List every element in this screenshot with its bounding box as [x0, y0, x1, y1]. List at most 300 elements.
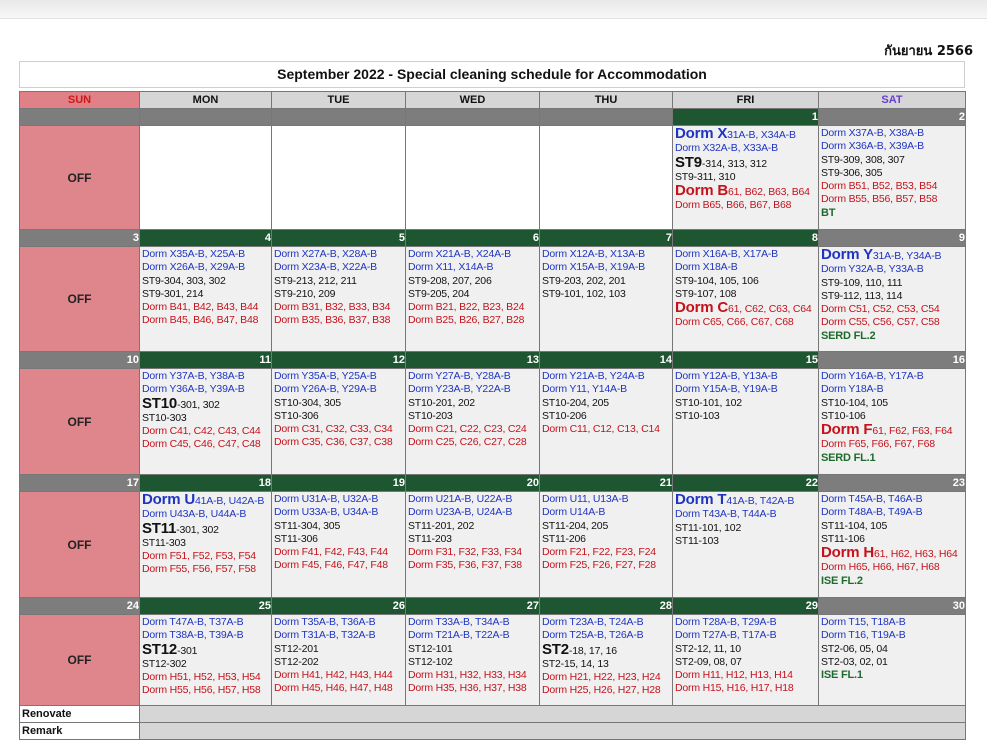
schedule-line	[821, 167, 965, 180]
room-list: ST9-208, 207, 206	[408, 274, 492, 287]
room-list: ISE FL.2	[821, 574, 863, 587]
date-number: 20	[406, 475, 540, 492]
schedule-line	[821, 303, 965, 316]
room-list: Dorm H45, H46, H47, H48	[274, 682, 393, 695]
date-number: 9	[819, 230, 966, 247]
room-list: Dorm C41, C42, C43, C44	[142, 425, 261, 438]
schedule-line	[542, 671, 672, 684]
room-list: Dorm X11, X14A-B	[408, 261, 494, 274]
viewer-top-bar	[0, 0, 987, 19]
schedule-line	[142, 412, 271, 425]
room-list: Dorm C35, C36, C37, C38	[274, 436, 393, 449]
schedule-line	[408, 370, 539, 383]
room-list: Dorm Y27A-B, Y28A-B	[408, 370, 511, 382]
off-day-cell: OFF	[20, 126, 140, 230]
schedule-line	[675, 275, 818, 288]
room-list: ST2-06, 05, 04	[821, 642, 888, 655]
room-list: ST10-104, 105	[821, 396, 888, 409]
schedule-line	[542, 520, 672, 533]
date-number: 26	[272, 598, 406, 615]
building-label: Dorm U	[142, 491, 195, 508]
schedule-line	[821, 629, 965, 642]
schedule-cell	[673, 126, 819, 230]
room-list: Dorm Y18A-B	[821, 383, 884, 396]
schedule-cell	[406, 615, 540, 706]
room-list: ST10-106	[821, 409, 866, 422]
schedule-line	[408, 261, 539, 274]
date-number: 6	[406, 230, 540, 247]
schedule-line	[821, 248, 965, 263]
day-header-thu: THU	[540, 92, 673, 109]
schedule-line	[142, 288, 271, 301]
date-number: 10	[20, 352, 140, 369]
schedule-calendar	[19, 91, 966, 740]
schedule-line	[142, 370, 271, 383]
schedule-line	[675, 316, 818, 329]
room-list: Dorm F35, F36, F37, F38	[408, 559, 522, 572]
room-list: ST9-304, 303, 302	[142, 274, 226, 287]
schedule-line	[821, 506, 965, 519]
schedule-line	[274, 410, 405, 423]
schedule-cell	[540, 369, 673, 475]
thai-month-label: กันยายน 2566	[884, 44, 973, 59]
room-list: 41A-B, U42A-B	[194, 495, 265, 507]
schedule-cell	[819, 492, 966, 598]
room-list: ST11-304, 305	[274, 519, 341, 532]
schedule-line	[274, 288, 405, 301]
schedule-line	[408, 436, 539, 449]
schedule-line	[142, 301, 271, 314]
date-number: 16	[819, 352, 966, 369]
building-label: Dorm X	[675, 125, 728, 142]
schedule-line	[675, 508, 818, 521]
schedule-line	[408, 643, 539, 656]
room-list: Dorm F41, F42, F43, F44	[274, 546, 388, 559]
date-number	[20, 109, 140, 126]
schedule-line	[675, 248, 818, 261]
schedule-cell	[140, 247, 272, 352]
date-number: 11	[140, 352, 272, 369]
room-list: Dorm F65, F66, F67, F68	[821, 438, 935, 451]
building-label: ST10	[142, 394, 178, 412]
schedule-line	[675, 616, 818, 629]
empty-day-cell	[406, 126, 540, 230]
room-list: Dorm T28A-B, T29A-B	[675, 616, 777, 628]
schedule-line	[142, 394, 271, 412]
schedule-line	[821, 277, 965, 290]
room-list: BT	[821, 206, 836, 219]
date-number: 5	[272, 230, 406, 247]
room-list: Dorm H15, H16, H17, H18	[675, 682, 794, 695]
room-list: -301, 302	[177, 398, 220, 411]
room-list: -18, 17, 16	[568, 644, 617, 657]
room-list: SERD FL.1	[821, 451, 876, 464]
room-list: Dorm H65, H66, H67, H68	[821, 561, 940, 574]
off-day-cell: OFF	[20, 492, 140, 598]
room-list: Dorm B21, B22, B23, B24	[408, 301, 525, 314]
room-list: Dorm C65, C66, C67, C68	[675, 316, 794, 329]
room-list: Dorm Y35A-B, Y25A-B	[274, 370, 377, 382]
day-header-sat: SAT	[819, 92, 966, 109]
room-list: Dorm B35, B36, B37, B38	[274, 314, 391, 327]
room-list: Dorm H35, H36, H37, H38	[408, 682, 527, 695]
schedule-cell	[540, 615, 673, 706]
room-list: ST10-203	[408, 409, 453, 422]
room-list: -301, 302	[176, 523, 219, 536]
schedule-line	[142, 275, 271, 288]
room-list: Dorm H25, H26, H27, H28	[542, 684, 661, 697]
room-list: Dorm U21A-B, U22A-B	[408, 493, 513, 505]
room-list: Dorm B65, B66, B67, B68	[675, 199, 792, 212]
schedule-line	[274, 559, 405, 572]
remark-label: Remark	[20, 723, 140, 740]
building-label: Dorm T	[675, 491, 727, 508]
date-number: 18	[140, 475, 272, 492]
date-number	[272, 109, 406, 126]
schedule-line	[542, 506, 672, 519]
room-list: Dorm X36A-B, X39A-B	[821, 140, 924, 153]
room-list: Dorm U43A-B, U44A-B	[142, 508, 247, 521]
schedule-line	[821, 383, 965, 396]
building-label: ST9	[675, 153, 702, 171]
schedule-line	[542, 370, 672, 383]
schedule-cell	[819, 369, 966, 475]
room-list: Dorm X37A-B, X38A-B	[821, 127, 924, 139]
room-list: Dorm Y15A-B, Y19A-B	[675, 383, 778, 396]
room-list: ST9-301, 214	[142, 287, 204, 300]
date-number: 2	[819, 109, 966, 126]
schedule-line	[821, 520, 965, 533]
schedule-line	[542, 261, 672, 274]
schedule-cell	[819, 615, 966, 706]
schedule-line	[408, 397, 539, 410]
building-label: Dorm F	[821, 421, 873, 439]
schedule-line	[675, 153, 818, 171]
building-label: ST11	[142, 519, 177, 537]
schedule-cell	[272, 369, 406, 475]
remark-row-cell	[140, 723, 966, 740]
area-label	[821, 575, 965, 588]
room-list: Dorm T15, T18A-B	[821, 616, 906, 628]
schedule-line	[142, 550, 271, 563]
schedule-line	[408, 533, 539, 546]
schedule-line	[542, 658, 672, 671]
schedule-line	[274, 506, 405, 519]
schedule-line	[821, 616, 965, 629]
schedule-cell	[673, 492, 819, 598]
schedule-line	[821, 127, 965, 140]
schedule-line	[542, 559, 672, 572]
schedule-line	[675, 397, 818, 410]
schedule-line	[675, 184, 818, 199]
room-list: Dorm B31, B32, B33, B34	[274, 301, 391, 314]
day-header-tue: TUE	[272, 92, 406, 109]
schedule-line	[142, 425, 271, 438]
room-list: Dorm C51, C52, C53, C54	[821, 303, 940, 316]
schedule-line	[274, 656, 405, 669]
schedule-line	[408, 559, 539, 572]
schedule-cell	[819, 126, 966, 230]
schedule-line	[675, 656, 818, 669]
day-header-mon: MON	[140, 92, 272, 109]
empty-day-cell	[140, 126, 272, 230]
date-number: 27	[406, 598, 540, 615]
empty-day-cell	[540, 126, 673, 230]
room-list: Dorm U23A-B, U24A-B	[408, 506, 513, 519]
room-list: Dorm F51, F52, F53, F54	[142, 550, 256, 563]
room-list: ST2-15, 14, 13	[542, 657, 609, 670]
room-list: Dorm T48A-B, T49A-B	[821, 506, 923, 519]
room-list: ST9-104, 105, 106	[675, 274, 759, 287]
date-number	[406, 109, 540, 126]
room-list: Dorm C45, C46, C47, C48	[142, 438, 261, 451]
room-list: ST11-201, 202	[408, 519, 475, 532]
building-label: Dorm C	[675, 299, 728, 317]
room-list: ST9-210, 209	[274, 287, 336, 300]
building-label: ST2	[542, 640, 569, 658]
schedule-line	[675, 261, 818, 274]
schedule-line	[274, 314, 405, 327]
room-list: Dorm F45, F46, F47, F48	[274, 559, 388, 572]
room-list: ST2-09, 08, 07	[675, 655, 742, 668]
room-list: ST11-203	[408, 532, 452, 545]
schedule-line	[542, 288, 672, 301]
room-list: Dorm U14A-B	[542, 506, 606, 519]
schedule-cell	[272, 492, 406, 598]
room-list: ST9-101, 102, 103	[542, 287, 626, 300]
schedule-line	[675, 669, 818, 682]
room-list: ST9-213, 212, 211	[274, 274, 357, 287]
room-list: Dorm H31, H32, H33, H34	[408, 669, 527, 682]
schedule-line	[821, 180, 965, 193]
schedule-line	[542, 640, 672, 658]
room-list: ST9-109, 110, 111	[821, 276, 903, 289]
page-title: September 2022 - Special cleaning schedule for Accommodation	[19, 61, 965, 88]
schedule-line	[142, 438, 271, 451]
schedule-line	[821, 656, 965, 669]
room-list: ST10-306	[274, 409, 319, 422]
renovate-label: Renovate	[20, 706, 140, 723]
area-label	[821, 669, 965, 682]
date-number: 14	[540, 352, 673, 369]
date-number: 30	[819, 598, 966, 615]
schedule-line	[542, 684, 672, 697]
schedule-line	[408, 682, 539, 695]
room-list: ST9-309, 308, 307	[821, 153, 905, 166]
schedule-line	[675, 682, 818, 695]
schedule-line	[142, 671, 271, 684]
schedule-line	[408, 493, 539, 506]
room-list: Dorm T38A-B, T39A-B	[142, 629, 244, 642]
schedule-line	[542, 533, 672, 546]
room-list: ST11-104, 105	[821, 519, 888, 532]
schedule-line	[821, 140, 965, 153]
room-list: ST11-103	[675, 534, 719, 547]
area-label	[821, 330, 965, 343]
schedule-line	[408, 616, 539, 629]
room-list: ISE FL.1	[821, 669, 863, 682]
schedule-line	[408, 506, 539, 519]
day-header-fri: FRI	[673, 92, 819, 109]
room-list: ST11-206	[542, 532, 586, 545]
schedule-cell	[140, 615, 272, 706]
room-list: Dorm C21, C22, C23, C24	[408, 423, 527, 436]
room-list: -301	[177, 644, 198, 657]
room-list: Dorm B41, B42, B43, B44	[142, 301, 259, 314]
schedule-cell	[540, 492, 673, 598]
room-list: 31A-B, Y34A-B	[872, 250, 942, 262]
room-list: Dorm X32A-B, X33A-B	[675, 142, 778, 155]
off-day-cell: OFF	[20, 615, 140, 706]
schedule-line	[274, 643, 405, 656]
room-list: ST12-201	[274, 642, 319, 655]
room-list: Dorm X21A-B, X24A-B	[408, 248, 511, 260]
room-list: Dorm Y36A-B, Y39A-B	[142, 383, 245, 396]
room-list: Dorm T21A-B, T22A-B	[408, 629, 510, 642]
building-label: ST12	[142, 640, 178, 658]
date-number: 13	[406, 352, 540, 369]
room-list: ST9-112, 113, 114	[821, 289, 903, 302]
schedule-line	[142, 684, 271, 697]
schedule-line	[821, 397, 965, 410]
schedule-line	[408, 669, 539, 682]
room-list: ST11-204, 205	[542, 519, 609, 532]
date-number: 17	[20, 475, 140, 492]
room-list: Dorm X15A-B, X19A-B	[542, 261, 645, 274]
schedule-line	[408, 656, 539, 669]
room-list: Dorm Y16A-B, Y17A-B	[821, 370, 924, 382]
schedule-line	[408, 275, 539, 288]
schedule-line	[675, 535, 818, 548]
schedule-line	[408, 301, 539, 314]
room-list: Dorm H21, H22, H23, H24	[542, 671, 661, 684]
room-list: Dorm T31A-B, T32A-B	[274, 629, 376, 642]
schedule-line	[274, 301, 405, 314]
schedule-line	[675, 370, 818, 383]
room-list: ST9-306, 305	[821, 166, 883, 179]
room-list: ST11-306	[274, 532, 318, 545]
room-list: ST10-303	[142, 411, 187, 424]
room-list: Dorm B25, B26, B27, B28	[408, 314, 525, 327]
schedule-line	[542, 423, 672, 436]
date-number: 3	[20, 230, 140, 247]
schedule-cell	[406, 492, 540, 598]
area-label	[821, 207, 965, 220]
room-list: Dorm X16A-B, X17A-B	[675, 248, 778, 260]
room-list: Dorm H51, H52, H53, H54	[142, 671, 261, 684]
schedule-line	[821, 643, 965, 656]
schedule-line	[274, 682, 405, 695]
room-list: Dorm X23A-B, X22A-B	[274, 261, 377, 274]
schedule-line	[142, 314, 271, 327]
schedule-cell	[406, 369, 540, 475]
schedule-line	[821, 263, 965, 276]
schedule-line	[274, 520, 405, 533]
schedule-line	[142, 493, 271, 508]
room-list: Dorm T45A-B, T46A-B	[821, 493, 923, 505]
schedule-line	[142, 519, 271, 537]
building-label: Dorm B	[675, 182, 728, 200]
schedule-cell	[673, 247, 819, 352]
schedule-line	[142, 616, 271, 629]
schedule-line	[675, 629, 818, 642]
schedule-line	[274, 397, 405, 410]
off-day-cell: OFF	[20, 369, 140, 475]
room-list: Dorm H41, H42, H43, H44	[274, 669, 393, 682]
schedule-line	[274, 383, 405, 396]
schedule-cell	[540, 247, 673, 352]
schedule-line	[274, 493, 405, 506]
room-list: Dorm Y26A-B, Y29A-B	[274, 383, 377, 396]
room-list: 61, B62, B63, B64	[727, 186, 810, 199]
room-list: ST10-304, 305	[274, 396, 341, 409]
room-list: ST10-101, 102	[675, 396, 742, 409]
room-list: 61, C62, C63, C64	[727, 303, 812, 316]
schedule-line	[408, 410, 539, 423]
room-list: ST11-106	[821, 532, 865, 545]
schedule-line	[274, 436, 405, 449]
date-number: 12	[272, 352, 406, 369]
room-list: Dorm T23A-B, T24A-B	[542, 616, 644, 628]
room-list: ST10-201, 202	[408, 396, 475, 409]
room-list: Dorm X35A-B, X25A-B	[142, 248, 245, 260]
schedule-line	[274, 629, 405, 642]
schedule-line	[408, 546, 539, 559]
room-list: Dorm C55, C56, C57, C58	[821, 316, 940, 329]
date-number: 1	[673, 109, 819, 126]
room-list: ST12-202	[274, 655, 319, 668]
schedule-line	[408, 288, 539, 301]
building-label: Dorm Y	[821, 246, 873, 263]
date-number: 22	[673, 475, 819, 492]
room-list: Dorm F31, F32, F33, F34	[408, 546, 522, 559]
date-number: 21	[540, 475, 673, 492]
date-number: 4	[140, 230, 272, 247]
room-list: Dorm T47A-B, T37A-B	[142, 616, 244, 628]
schedule-line	[274, 669, 405, 682]
room-list: ST9-203, 202, 201	[542, 274, 626, 287]
schedule-line	[542, 616, 672, 629]
room-list: Dorm X18A-B	[675, 261, 738, 274]
schedule-line	[542, 493, 672, 506]
date-number	[540, 109, 673, 126]
schedule-line	[675, 493, 818, 508]
schedule-cell	[819, 247, 966, 352]
room-list: Dorm F25, F26, F27, F28	[542, 559, 656, 572]
schedule-line	[274, 616, 405, 629]
schedule-line	[142, 658, 271, 671]
room-list: Dorm Y11, Y14A-B	[542, 383, 627, 396]
room-list: ST11-303	[142, 536, 186, 549]
room-list: Dorm T16, T19A-B	[821, 629, 906, 642]
room-list: 41A-B, T42A-B	[726, 495, 795, 507]
schedule-line	[542, 248, 672, 261]
room-list: Dorm H55, H56, H57, H58	[142, 684, 261, 697]
room-list: Dorm Y32A-B, Y33A-B	[821, 263, 924, 276]
room-list: ST9-311, 310	[675, 170, 736, 183]
room-list: Dorm Y23A-B, Y22A-B	[408, 383, 511, 396]
schedule-cell	[673, 369, 819, 475]
room-list: Dorm T35A-B, T36A-B	[274, 616, 376, 628]
room-list: Dorm B45, B46, B47, B48	[142, 314, 259, 327]
date-number: 8	[673, 230, 819, 247]
room-list: ST10-206	[542, 409, 587, 422]
room-list: Dorm U11, U13A-B	[542, 493, 629, 505]
schedule-cell	[673, 615, 819, 706]
room-list: ST9-107, 108	[675, 287, 737, 300]
schedule-line	[274, 248, 405, 261]
schedule-line	[274, 533, 405, 546]
